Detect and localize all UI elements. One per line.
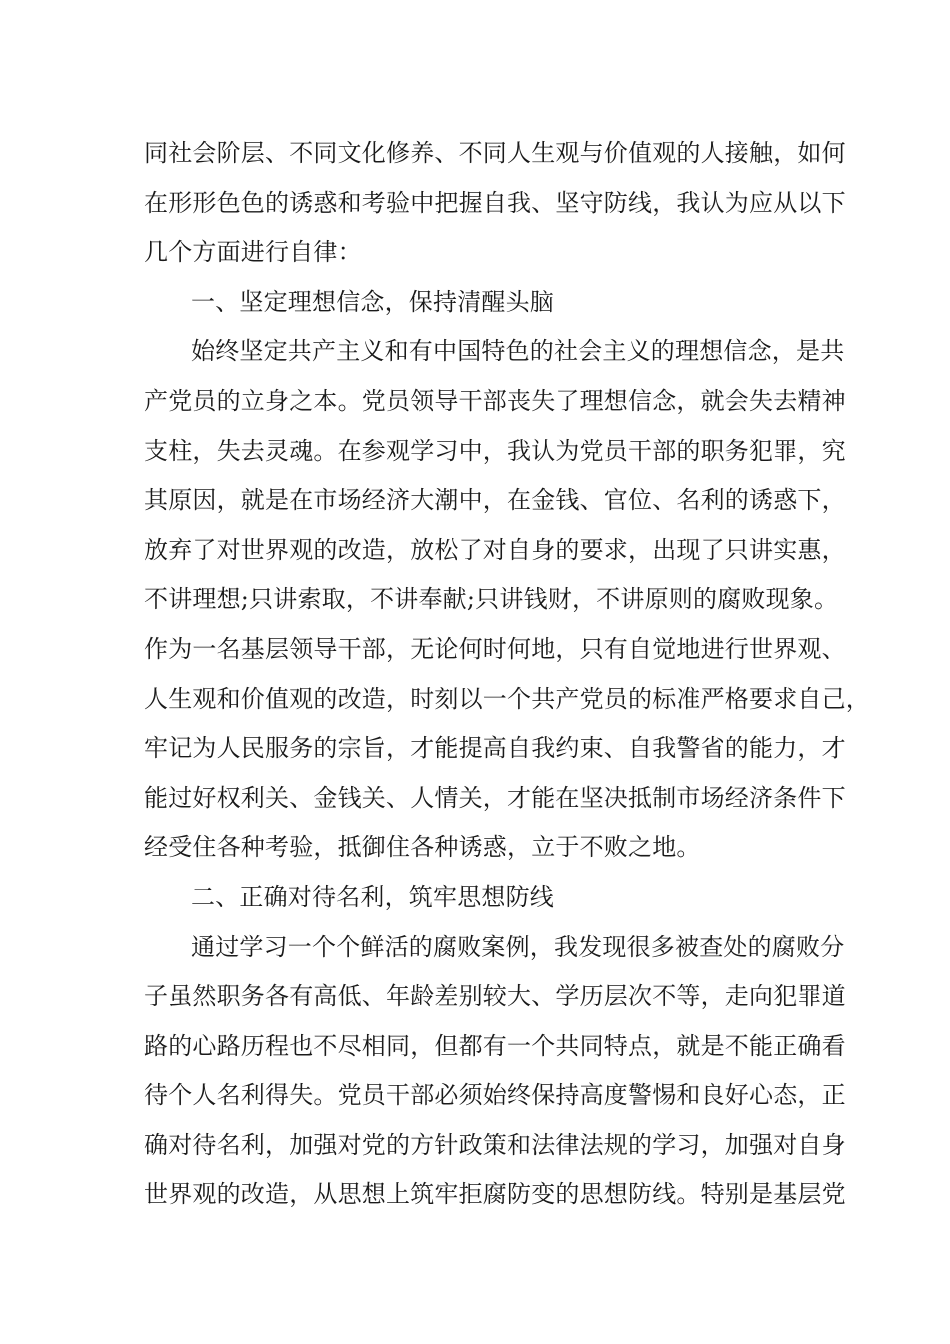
text-line: 其原因，就是在市场经济大潮中，在金钱、官位、名利的诱惑下，: [144, 486, 846, 515]
text-line: 同社会阶层、不同文化修养、不同人生观与价值观的人接触，如何: [144, 139, 846, 167]
text-line: 几个方面进行自律：: [144, 238, 362, 267]
text-line: 经受住各种考验，抵御住各种诱惑，立于不败之地。: [144, 833, 701, 862]
text-line: 产党员的立身之本。党员领导干部丧失了理想信念，就会失去精神: [144, 386, 846, 415]
body-text: [144, 129, 870, 1220]
text-line: 能过好权利关、金钱关、人情关，才能在坚决抵制市场经济条件下: [144, 783, 846, 812]
text-line: 放弃了对世界观的改造，放松了对自身的要求，出现了只讲实惠，: [144, 535, 846, 564]
text-line: 作为一名基层领导干部，无论何时何地，只有自觉地进行世界观、: [144, 634, 846, 663]
text-line: 待个人名利得失。党员干部必须始终保持高度警惕和良好心态，正: [144, 1081, 846, 1110]
text-line: 人生观和价值观的改造，时刻以一个共产党员的标准严格要求自己，: [144, 684, 870, 713]
text-line: 路的心路历程也不尽相同，但都有一个共同特点，就是不能正确看: [144, 1031, 846, 1060]
paragraph-first-line: 二、正确对待名利，筑牢思想防线: [191, 882, 554, 911]
text-line: 支柱，失去灵魂。在参观学习中，我认为党员干部的职务犯罪，究: [144, 436, 846, 465]
text-line: 不讲理想;只讲索取，不讲奉献;只讲钱财，不讲原则的腐败现象。: [144, 585, 839, 614]
paragraph-first-line: 通过学习一个个鲜活的腐败案例，我发现很多被查处的腐败分: [191, 932, 845, 961]
text-line: 子虽然职务各有高低、年龄差别较大、学历层次不等，走向犯罪道: [144, 982, 846, 1011]
paragraph-first-line: 一、坚定理想信念，保持清醒头脑: [191, 287, 554, 316]
text-line: 牢记为人民服务的宗旨，才能提高自我约束、自我警省的能力，才: [144, 734, 846, 763]
paragraph-first-line: 始终坚定共产主义和有中国特色的社会主义的理想信念，是共: [191, 337, 845, 366]
text-line: 确对待名利，加强对党的方针政策和法律法规的学习，加强对自身: [144, 1130, 846, 1159]
text-line: 世界观的改造，从思想上筑牢拒腐防变的思想防线。特别是基层党: [144, 1180, 846, 1209]
text-line: 在形形色色的诱惑和考验中把握自我、坚守防线，我认为应从以下: [144, 188, 846, 217]
